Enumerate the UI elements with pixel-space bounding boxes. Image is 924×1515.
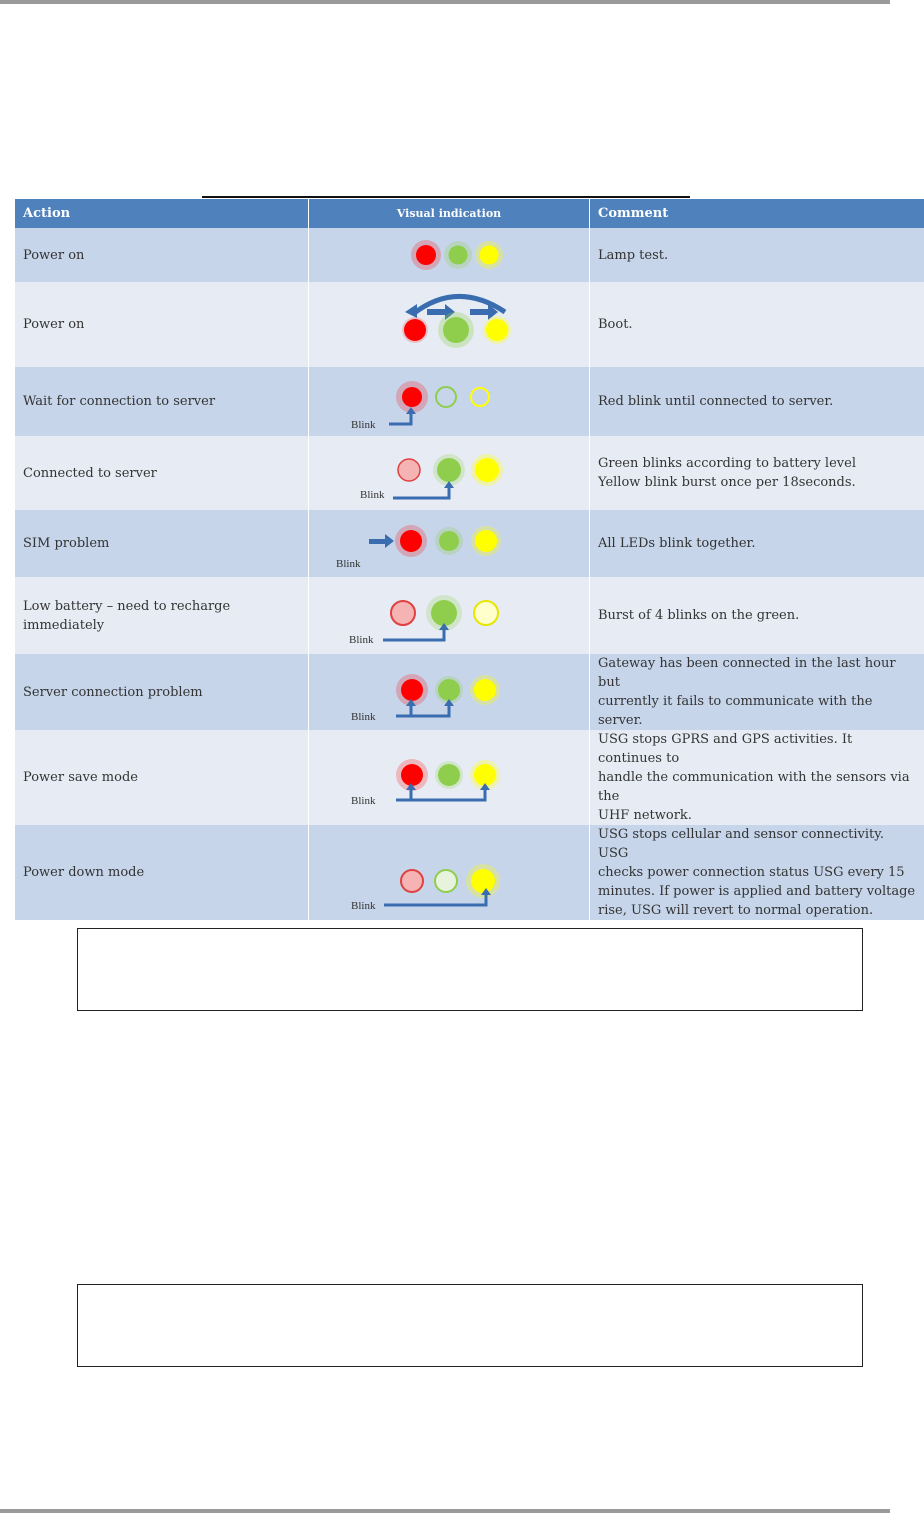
comment-line: minutes. If power is applied and battery voltage xyxy=(598,884,916,899)
led-green xyxy=(435,527,463,555)
led-yellow-dim xyxy=(474,601,498,625)
led-red-dim xyxy=(391,601,415,625)
comment-line: Red blink until connected to server. xyxy=(598,394,834,409)
comment-cell xyxy=(590,436,924,510)
table-row xyxy=(15,654,924,730)
arrowhead-icon xyxy=(405,304,417,318)
action-cell: Server connection problem xyxy=(15,654,309,730)
led-red xyxy=(396,381,428,413)
blink-label: Blink xyxy=(351,710,376,723)
right-arrow-icon xyxy=(369,534,394,548)
visual-cell xyxy=(309,825,590,920)
led-red xyxy=(395,525,427,557)
blink-label: Blink xyxy=(360,489,385,501)
table-row xyxy=(15,436,924,510)
led-diagram xyxy=(317,282,598,367)
comment-line: Burst of 4 blinks on the green. xyxy=(598,608,800,623)
action-cell: Low battery – need to recharge immediately xyxy=(15,577,309,654)
comment-cell xyxy=(590,510,924,577)
table-row xyxy=(15,730,924,825)
led-glow-green xyxy=(444,241,472,269)
empty-text-box xyxy=(77,1284,863,1367)
led-green-dim xyxy=(435,870,457,892)
comment-line: checks power connection status USG every 15 xyxy=(598,865,905,880)
comment-cell xyxy=(590,825,924,920)
led-yellow-off xyxy=(471,388,489,406)
led-diagram xyxy=(317,658,598,727)
action-cell: SIM problem xyxy=(15,510,309,577)
visual-cell xyxy=(309,730,590,825)
table-row xyxy=(15,510,924,577)
table-row xyxy=(15,577,924,654)
comment-cell xyxy=(590,654,924,730)
blink-label: Blink xyxy=(349,634,374,646)
action-cell: Power down mode xyxy=(15,825,309,920)
visual-cell xyxy=(309,654,590,730)
empty-text-box xyxy=(77,928,863,1011)
led-red-dim xyxy=(401,870,423,892)
table-row xyxy=(15,367,924,436)
title-underline xyxy=(202,196,690,198)
table-header-row xyxy=(15,199,924,228)
led-green xyxy=(438,312,474,348)
header-action: Action xyxy=(15,199,309,228)
action-cell: Power on xyxy=(15,228,309,282)
table-row xyxy=(15,228,924,282)
bottom-rule xyxy=(0,1509,890,1513)
led-red-dim xyxy=(398,459,420,481)
visual-cell xyxy=(309,228,590,282)
action-cell: Power save mode xyxy=(15,730,309,825)
action-cell: Power on xyxy=(15,282,309,367)
action-cell: Wait for connection to server xyxy=(15,367,309,436)
led-diagram xyxy=(317,510,598,577)
led-yellow xyxy=(471,454,503,486)
led-yellow xyxy=(483,316,511,344)
visual-cell xyxy=(309,282,590,367)
comment-cell xyxy=(590,282,924,367)
blink-label: Blink xyxy=(336,558,361,570)
comment-line: currently it fails to communicate with the server. xyxy=(598,694,873,728)
led-diagram xyxy=(317,367,598,436)
header-comment: Comment xyxy=(590,199,924,228)
visual-cell xyxy=(309,510,590,577)
led-green-off xyxy=(436,387,456,407)
comment-cell xyxy=(590,228,924,282)
led-diagram xyxy=(317,577,598,654)
comment-line: Gateway has been connected in the last hour but xyxy=(598,656,896,690)
visual-cell xyxy=(309,577,590,654)
led-yellow xyxy=(470,675,500,705)
comment-line: All LEDs blink together. xyxy=(598,536,756,551)
led-green xyxy=(435,761,463,789)
comment-line: Lamp test. xyxy=(598,247,669,263)
comment-line: handle the communication with the sensors via the xyxy=(598,770,910,804)
comment-line: rise, USG will revert to normal operation. xyxy=(598,903,874,918)
comment-cell xyxy=(590,577,924,654)
led-glow-red xyxy=(411,240,441,270)
visual-cell xyxy=(309,436,590,510)
led-red xyxy=(402,317,428,343)
table-row xyxy=(15,825,924,920)
visual-cell xyxy=(309,367,590,436)
led-indication-table xyxy=(14,199,924,920)
blink-label: Blink xyxy=(351,899,376,912)
comment-line: Green blinks according to battery level xyxy=(598,456,856,471)
blink-label: Blink xyxy=(351,794,376,807)
led-diagram xyxy=(317,832,598,914)
top-rule xyxy=(0,0,890,4)
comment-cell xyxy=(590,367,924,436)
led-diagram xyxy=(317,742,598,814)
led-diagram xyxy=(317,436,598,510)
action-cell: Connected to server xyxy=(15,436,309,510)
comment-line: Boot. xyxy=(598,317,633,332)
header-visual-indication: Visual indication xyxy=(309,199,590,228)
led-yellow xyxy=(471,526,501,556)
table-row xyxy=(15,282,924,367)
comment-line: USG stops cellular and sensor connectivity. USG xyxy=(598,827,884,861)
blink-label: Blink xyxy=(351,419,376,431)
comment-cell xyxy=(590,730,924,825)
comment-line: Yellow blink burst once per 18seconds. xyxy=(598,475,856,490)
comment-line: USG stops GPRS and GPS activities. It continues to xyxy=(598,732,853,766)
led-diagram xyxy=(317,228,598,282)
comment-line: UHF network. xyxy=(598,808,692,823)
led-glow-yellow xyxy=(475,241,503,269)
